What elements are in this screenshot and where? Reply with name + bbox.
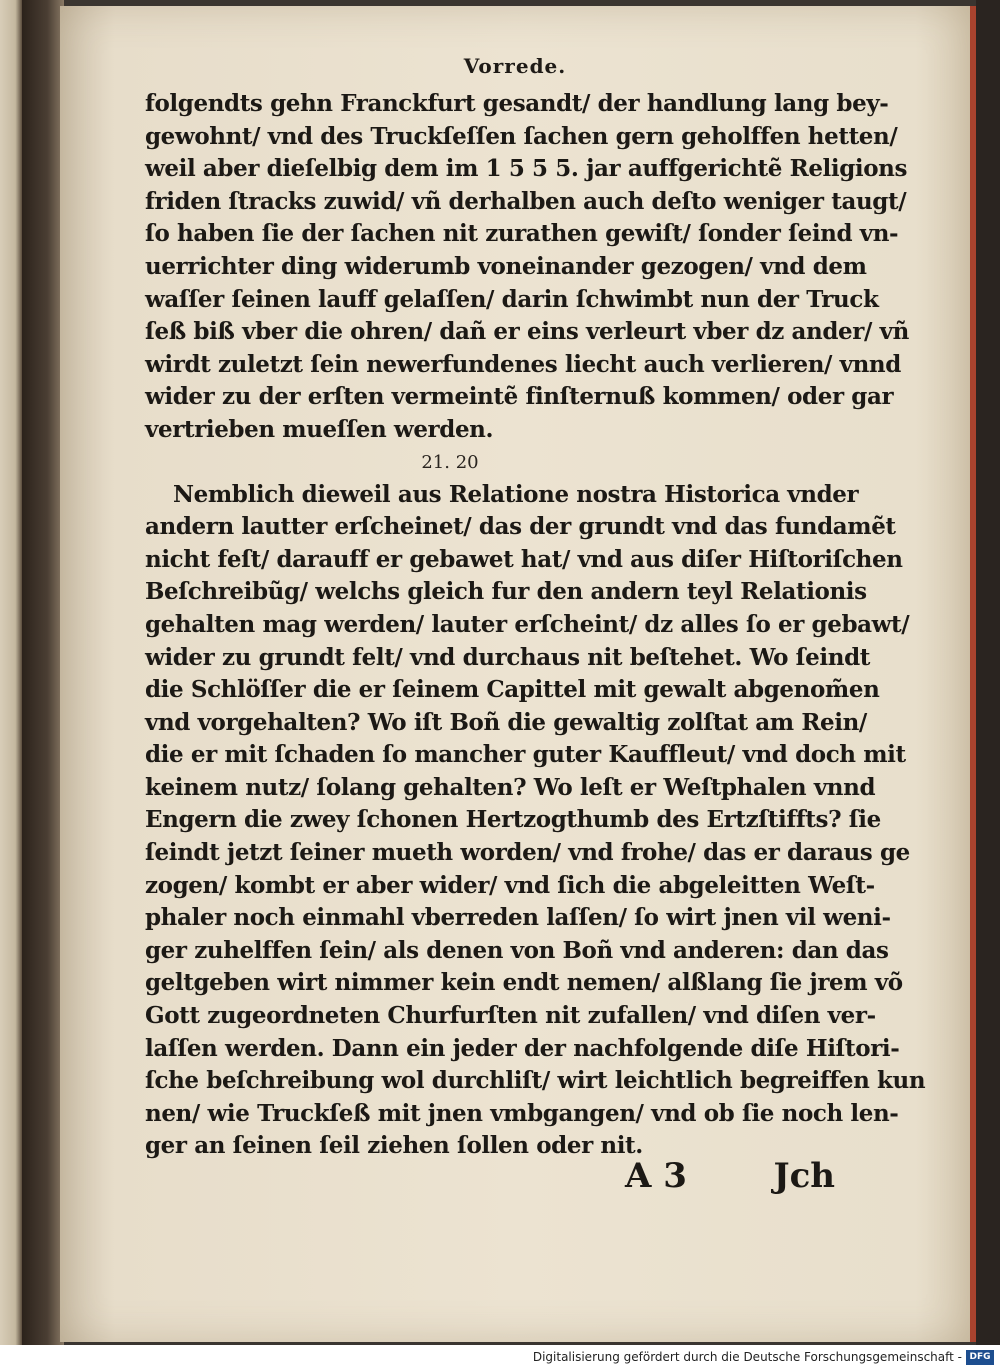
text-line: die Schlöſſer die er ſeinem Capittel mit gewalt abgenom̃en [145, 676, 880, 704]
running-head: Vorrede. [463, 54, 567, 78]
text-line: ſeindt jetzt ſeiner mueth worden/ vnd frohe/ das er daraus ge [145, 839, 910, 867]
text-line: gehalten mag werden/ lauter erſcheint/ dz alles ſo er gebawt/ [145, 610, 910, 638]
paragraph-2 [145, 479, 926, 1163]
text-line: phaler noch einmahl vberreden laſſen/ ſo wirt jnen vil weni- [145, 904, 891, 932]
text-line: geltgeben wirt nimmer kein endt nemen/ alßlang ſie jrem võ [145, 969, 903, 997]
text-line: Gott zugeordneten Churfurſten nit zufallen/ vnd diſen ver- [145, 1002, 876, 1030]
paragraph-1 [145, 88, 909, 447]
book-gutter [22, 0, 64, 1345]
text-line: wirdt zuletzt ſein newerfundenes liecht auch verlieren/ vnnd [145, 350, 901, 378]
text-line: ger zuhelffen ſein/ als denen von Boñ vnd anderen: dan das [145, 936, 889, 964]
text-line: gewohnt/ vnd des Truckſeſſen ſachen gern geholffen hetten/ [145, 122, 898, 150]
text-line: laſſen werden. Dann ein jeder der nachfolgende diſe Hiſtori- [145, 1034, 900, 1062]
text-line: vertrieben mueſſen werden. [145, 415, 494, 443]
text-line: wider zu grundt felt/ vnd durchaus nit beſtehet. Wo ſeindt [145, 643, 870, 671]
text-line: andern lautter erſcheinet/ das der grundt vnd das fundamẽt [145, 513, 896, 541]
text-line: folgendts gehn Franckfurt gesandt/ der handlung lang bey- [145, 90, 889, 117]
text-line: nicht feſt/ darauff er gebawet hat/ vnd aus diſer Hiſtoriſchen [145, 545, 903, 573]
text-line: Nemblich dieweil aus Relatione nostra Historica vnder [173, 480, 859, 508]
text-line: ger an ſeinen ſeil ziehen ſollen oder nit. [145, 1132, 643, 1160]
marginal-note: 21. 20 [421, 451, 479, 473]
text-line: vnd vorgehalten? Wo iſt Boñ die gewaltig zolſtat am Rein/ [145, 708, 867, 736]
text-line: die er mit ſchaden ſo mancher guter Kauffleut/ vnd doch mit [145, 741, 906, 769]
text-line: ſeß biß vber die ohren/ dañ er eins verleurt vber dz ander/ vñ [145, 318, 909, 346]
text-block [145, 88, 926, 1163]
signature-mark: A 3 [625, 1156, 687, 1196]
text-line: uerrichter ding widerumb voneinander gezogen/ vnd dem [145, 252, 867, 280]
text-line: wider zu der erſten vermeintẽ finſternuß kommen/ oder gar [145, 383, 894, 411]
digitization-credit: Digitalisierung gefördert durch die Deutsche Forschungsgemeinschaft - [532, 1350, 962, 1364]
text-line: weil aber dieſelbig dem im 1 5 5 5. jar auffgerichtẽ Religions [145, 155, 908, 183]
text-line: ſche beſchreibung wol durchliſt/ wirt leichtlich begreiffen kun [145, 1067, 926, 1095]
facing-page-edge [0, 0, 22, 1345]
text-line: Beſchreibũg/ welchs gleich fur den andern teyl Relationis [145, 578, 867, 606]
dfg-logo: DFG [966, 1350, 994, 1365]
text-line: Engern die zwey ſchonen Hertzogthumb des Ertzſtiffts? ſie [145, 806, 881, 834]
text-line: nen/ wie Truckſeß mit jnen vmbgangen/ vnd ob ſie noch len- [145, 1099, 899, 1127]
book-page [60, 6, 976, 1342]
scan-background-right [976, 0, 1000, 1345]
digitization-credit-bar [0, 1345, 1000, 1370]
catchword: Jch [773, 1156, 835, 1196]
text-line: keinem nutz/ ſolang gehalten? Wo leſt er Weſtphalen vnnd [145, 773, 876, 801]
text-line: zogen/ kombt er aber wider/ vnd ſich die abgeleitten Weſt- [145, 871, 875, 899]
text-line: friden ſtracks zuwid/ vñ derhalben auch deſto weniger taugt/ [145, 187, 907, 215]
text-line: waſſer ſeinen lauff gelaſſen/ darin ſchwimbt nun der Truck [145, 285, 879, 313]
text-line: ſo haben ſie der ſachen nit zurathen gewiſt/ ſonder ſeind vn- [145, 220, 899, 248]
